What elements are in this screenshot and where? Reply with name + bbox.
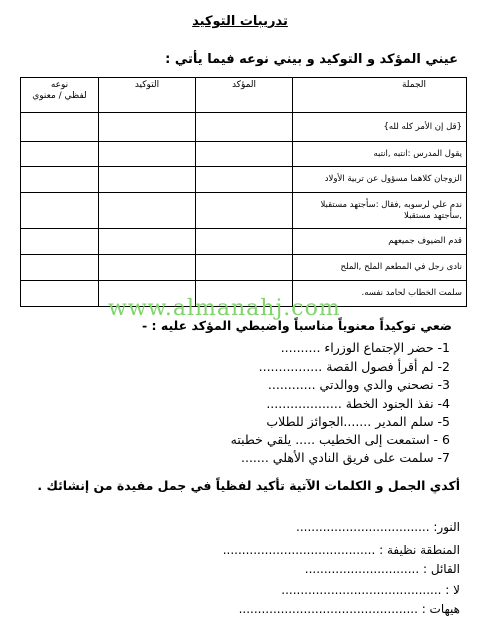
table-header-row	[21, 78, 467, 113]
answer-cell[interactable]	[196, 229, 293, 255]
exercise2-item: 5- سلم المدير .......الجوائز للطلاب	[266, 414, 450, 429]
table-row	[21, 167, 467, 193]
exercise1-table	[20, 77, 467, 307]
answer-cell[interactable]	[21, 255, 99, 281]
sentence-cell: ندم علي لرسوبه ,فقال :سأجتهد مستقبلا ,سأجتهد مستقبلا	[293, 193, 467, 229]
table-row	[21, 229, 467, 255]
sentence-cell: قدم الضيوف جميعهم	[293, 229, 467, 255]
exercise3-item: المنطقة نظيفة : ........................................	[222, 543, 460, 557]
exercise2-item: 4- نفذ الجنود الخطة ...................	[266, 396, 450, 411]
answer-cell[interactable]	[196, 142, 293, 167]
table-row	[21, 193, 467, 229]
watermark: www.almanahj.com	[108, 296, 341, 321]
exercise3-item: لا : ..........................................	[281, 583, 460, 597]
answer-cell[interactable]	[196, 113, 293, 142]
sentence-cell: سلمت الخطاب لحامد نفسه.	[293, 281, 467, 307]
exercise2-item: 1- حضر الإجتماع الوزراء ..........	[280, 340, 450, 355]
sentence-cell: {قل إن الأمر كله لله}	[293, 113, 467, 142]
exercise3-instruction: أكدي الجمل و الكلمات الآتية تأكيد لفظياً في جمل مفيدة من إنشائك .	[37, 478, 460, 493]
exercise2-item: 3- نصحني والدي ووالدتي ............	[267, 377, 450, 392]
answer-cell[interactable]	[21, 142, 99, 167]
header-emphasized: المؤكد	[196, 78, 293, 113]
exercise3-item: النور: ...................................	[296, 520, 460, 534]
header-emphasis: التوكيد	[99, 78, 196, 113]
table-row	[21, 113, 467, 142]
exercise3-item: القائل : ..............................	[304, 562, 460, 576]
page-title: تدريبات التوكيد	[192, 14, 288, 29]
answer-cell[interactable]	[196, 193, 293, 229]
sentence-cell: يقول المدرس :انتبه ,انتبه	[293, 142, 467, 167]
exercise2-item: 6 - استمعت إلى الخطيب ..... يلقي خطبته	[230, 432, 450, 447]
answer-cell[interactable]	[21, 281, 99, 307]
answer-cell[interactable]	[99, 255, 196, 281]
exercise2-instruction: ضعي توكيداً معنوياً مناسباً واضبطي المؤكد عليه : -	[141, 318, 452, 333]
exercise1-instruction: عيني المؤكد و التوكيد و بيني نوعه فيما يأتي :	[165, 52, 458, 67]
table-row	[21, 255, 467, 281]
answer-cell[interactable]	[99, 167, 196, 193]
exercise2-item: 7- سلمت على فريق النادي الأهلي .......	[241, 450, 450, 465]
answer-cell[interactable]	[99, 142, 196, 167]
answer-cell[interactable]	[196, 255, 293, 281]
sentence-cell: الزوجان كلاهما مسؤول عن تربية الأولاد	[293, 167, 467, 193]
exercise2-item: 2- لم أقرأ فصول القصة ................	[258, 359, 450, 374]
exercise3-item: هيهات : ...............................................	[238, 602, 460, 616]
answer-cell[interactable]	[99, 113, 196, 142]
answer-cell[interactable]	[196, 167, 293, 193]
answer-cell[interactable]	[99, 229, 196, 255]
answer-cell[interactable]	[21, 113, 99, 142]
header-sentence: الجملة	[293, 78, 467, 113]
table-row	[21, 142, 467, 167]
answer-cell[interactable]	[21, 167, 99, 193]
header-type: نوعه لفظي / معنوي	[21, 78, 99, 113]
answer-cell[interactable]	[21, 229, 99, 255]
answer-cell[interactable]	[99, 193, 196, 229]
answer-cell[interactable]	[21, 193, 99, 229]
sentence-cell: نادى رجل في المطعم الملح ,الملح	[293, 255, 467, 281]
